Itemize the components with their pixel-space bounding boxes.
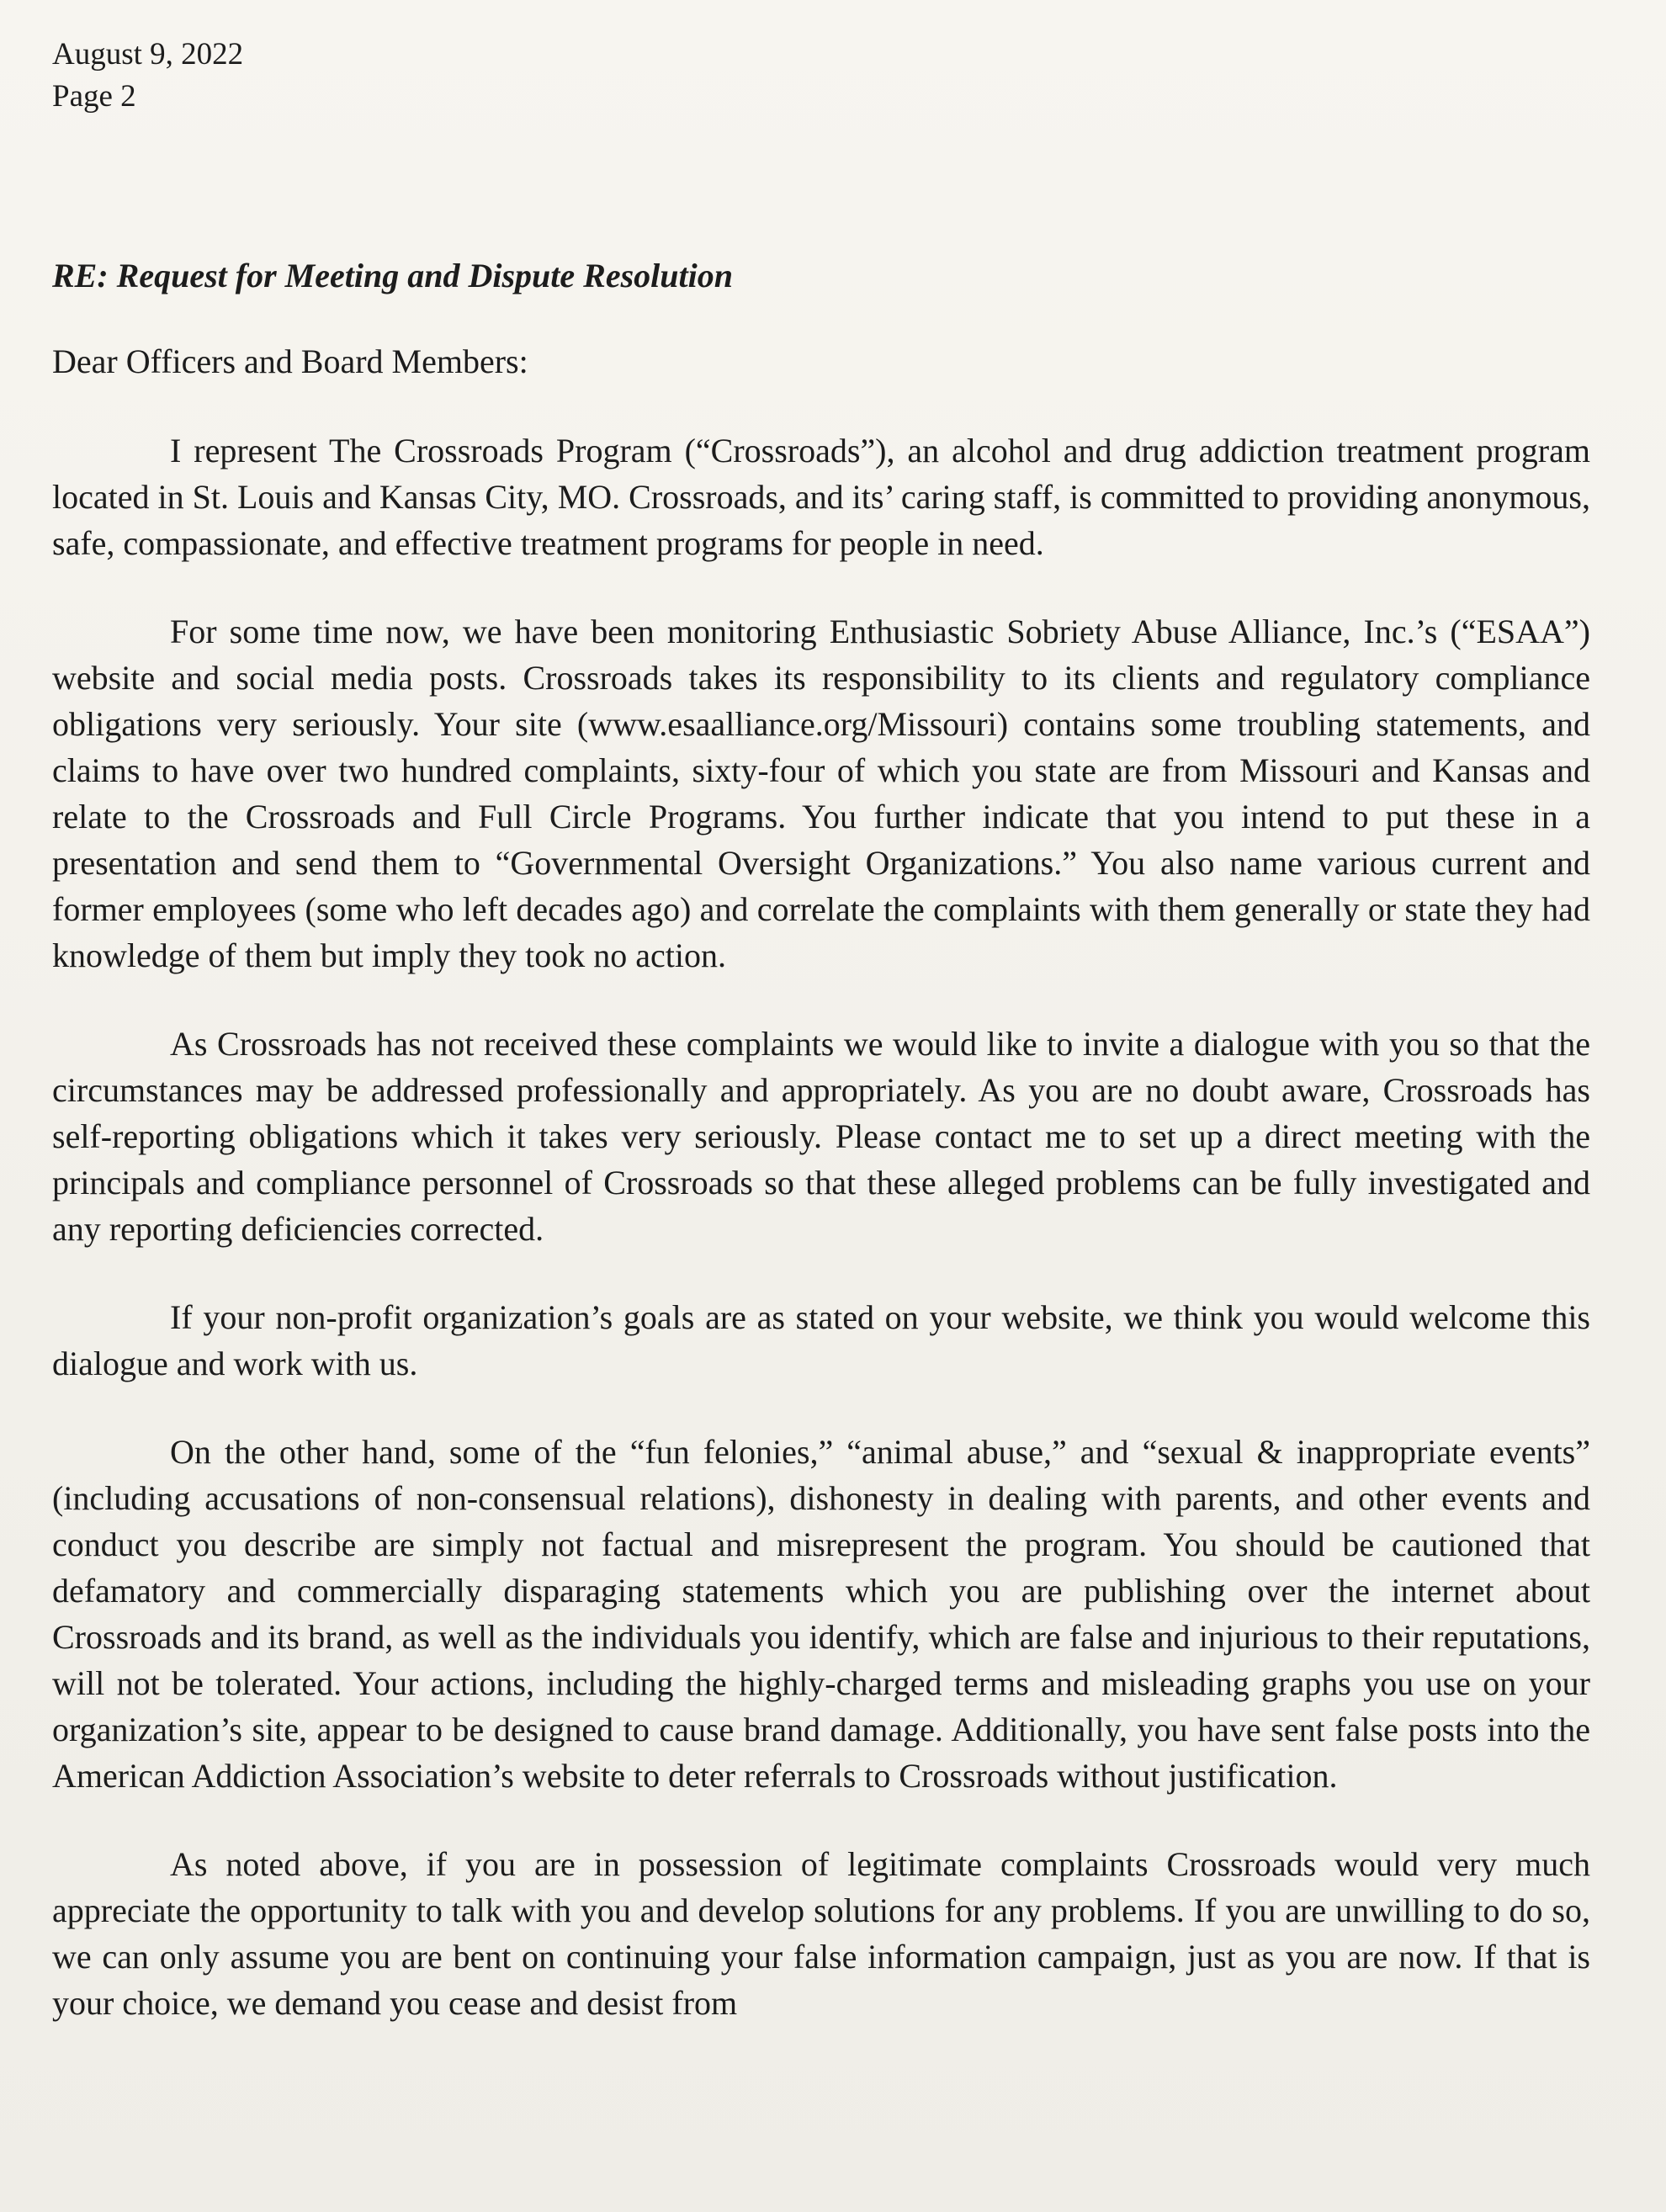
paragraph-5: On the other hand, some of the “fun felonies,” “animal abuse,” and “sexual & inappropriate events” (including accusations of non-consensual relations), dishonesty in dealing with parents, and other events and conduct you describe are simply not factual and misrepresent the program. You should be cautioned that defamatory and commercially disparaging statements which you are publishing over the internet about Crossroads and its brand, as well as the individuals you identify, which are false and injurious to their reputations, will not be tolerated. Your actions, including the highly-charged terms and misleading graphs you use on your organization’s site, appear to be designed to cause brand damage. Additionally, you have sent false posts into the American Addiction Association’s website to deter referrals to Crossroads without justification. — [52, 1433, 1590, 1795]
paragraph-3: As Crossroads has not received these complaints we would like to invite a dialogue with you so that the circumstances may be addressed professionally and appropriately. As you are no doubt aware, Crossroads has self-reporting obligations which it takes very seriously. Please contact me to set up a direct meeting with the principals and compliance personnel of Crossroads so that these alleged problems can be fully investigated and any reporting deficiencies corrected. — [52, 1025, 1590, 1248]
page-number: Page 2 — [52, 79, 136, 114]
paragraph-2: For some time now, we have been monitoring Enthusiastic Sobriety Abuse Alliance, Inc.’s (“ESAA”) website and social media posts. Crossroads takes its responsibility to its clients and regulatory compliance obligations very seriously. Your site (www.esaalliance.org/Missouri) contains some troubling statements, and claims to have over two hundred complaints, sixty-four of which you state are from Missouri and Kansas and relate to the Crossroads and Full Circle Programs. You further indicate that you intend to put these in a presentation and send them to “Governmental Oversight Organizations.” You also name various current and former employees (some who left decades ago) and correlate the complaints with them generally or state they had knowledge of them but imply they took no action. — [52, 613, 1590, 974]
paragraph-4: If your non-profit organization’s goals are as stated on your website, we think you would welcome this dialogue and work with us. — [52, 1298, 1590, 1382]
paragraph-6: As noted above, if you are in possession of legitimate complaints Crossroads would very much appreciate the opportunity to talk with you and develop solutions for any problems. If you are unwilling to do so, we can only assume you are bent on continuing your false information campaign, just as you are now. If that is your choice, we demand you cease and desist from — [52, 1845, 1590, 2022]
salutation: Dear Officers and Board Members: — [52, 342, 528, 380]
paragraph-1: I represent The Crossroads Program (“Crossroads”), an alcohol and drug addiction treatment program located in St. Louis and Kansas City, MO. Crossroads, and its’ caring staff, is committed to providing anonymous, safe, compassionate, and effective treatment programs for people in need. — [52, 432, 1590, 562]
letter-date: August 9, 2022 — [52, 37, 244, 72]
subject-line: RE: Request for Meeting and Dispute Resolution — [52, 257, 733, 294]
